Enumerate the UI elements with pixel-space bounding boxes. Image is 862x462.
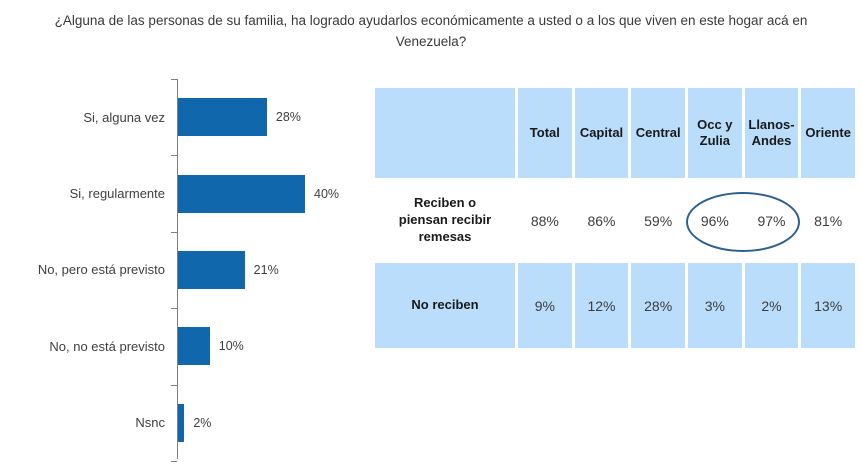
- value-cell: 28%: [631, 263, 685, 348]
- header-cell: Oriente: [801, 88, 855, 178]
- header-cell: Central: [631, 88, 685, 178]
- value-cell: 81%: [814, 212, 843, 229]
- header-cell: Occ y Zulia: [688, 88, 742, 178]
- value-cell: 96%: [700, 212, 729, 229]
- value-cell: 3%: [688, 263, 742, 348]
- header-cell: Total: [518, 88, 572, 178]
- region-table: [375, 88, 855, 348]
- bar: [178, 404, 184, 442]
- bar-row: [0, 79, 345, 155]
- value-cell: 59%: [644, 212, 673, 229]
- value-cell: 9%: [518, 263, 572, 348]
- bar: [178, 175, 305, 213]
- bar: [178, 251, 245, 289]
- row-label-cell: No reciben: [375, 263, 515, 348]
- bar-row: [0, 155, 345, 231]
- header-corner-cell: [375, 88, 515, 178]
- survey-question-title: ¿Alguna de las personas de su familia, ha logrado ayudarlos económicamente a usted o a los que viven en este hogar acá en Venezuela?: [54, 13, 808, 49]
- value-cell: 13%: [801, 263, 855, 348]
- value-cell: 97%: [757, 212, 786, 229]
- value-cell: 86%: [587, 212, 616, 229]
- bar-row: [0, 232, 345, 308]
- category-label: No, no está previsto: [49, 338, 165, 354]
- header-cell: Llanos-Andes: [745, 88, 799, 178]
- value-cell: 88%: [530, 212, 559, 229]
- axis-tick: [171, 232, 177, 233]
- bar-row: [0, 385, 345, 461]
- value-label: 28%: [275, 110, 301, 125]
- row-label-cell: Reciben o piensan recibir remesas: [398, 195, 492, 244]
- value-label: 21%: [253, 262, 279, 277]
- bar-row: [0, 308, 345, 384]
- bar: [178, 327, 210, 365]
- bar-chart: [0, 79, 345, 459]
- value-label: 10%: [218, 339, 244, 354]
- bar: [178, 98, 267, 136]
- axis-tick: [171, 308, 177, 309]
- value-label: 2%: [193, 415, 212, 430]
- axis-tick: [171, 155, 177, 156]
- header-cell: Capital: [575, 88, 629, 178]
- category-label: Si, alguna vez: [83, 109, 165, 125]
- value-cell: 12%: [575, 263, 629, 348]
- axis-tick: [171, 79, 177, 80]
- axis-tick: [171, 385, 177, 386]
- category-label: No, pero está previsto: [37, 262, 165, 278]
- value-cell: 2%: [745, 263, 799, 348]
- category-label: Si, regularmente: [69, 186, 165, 202]
- value-label: 40%: [314, 186, 340, 201]
- category-label: Nsnc: [135, 415, 165, 431]
